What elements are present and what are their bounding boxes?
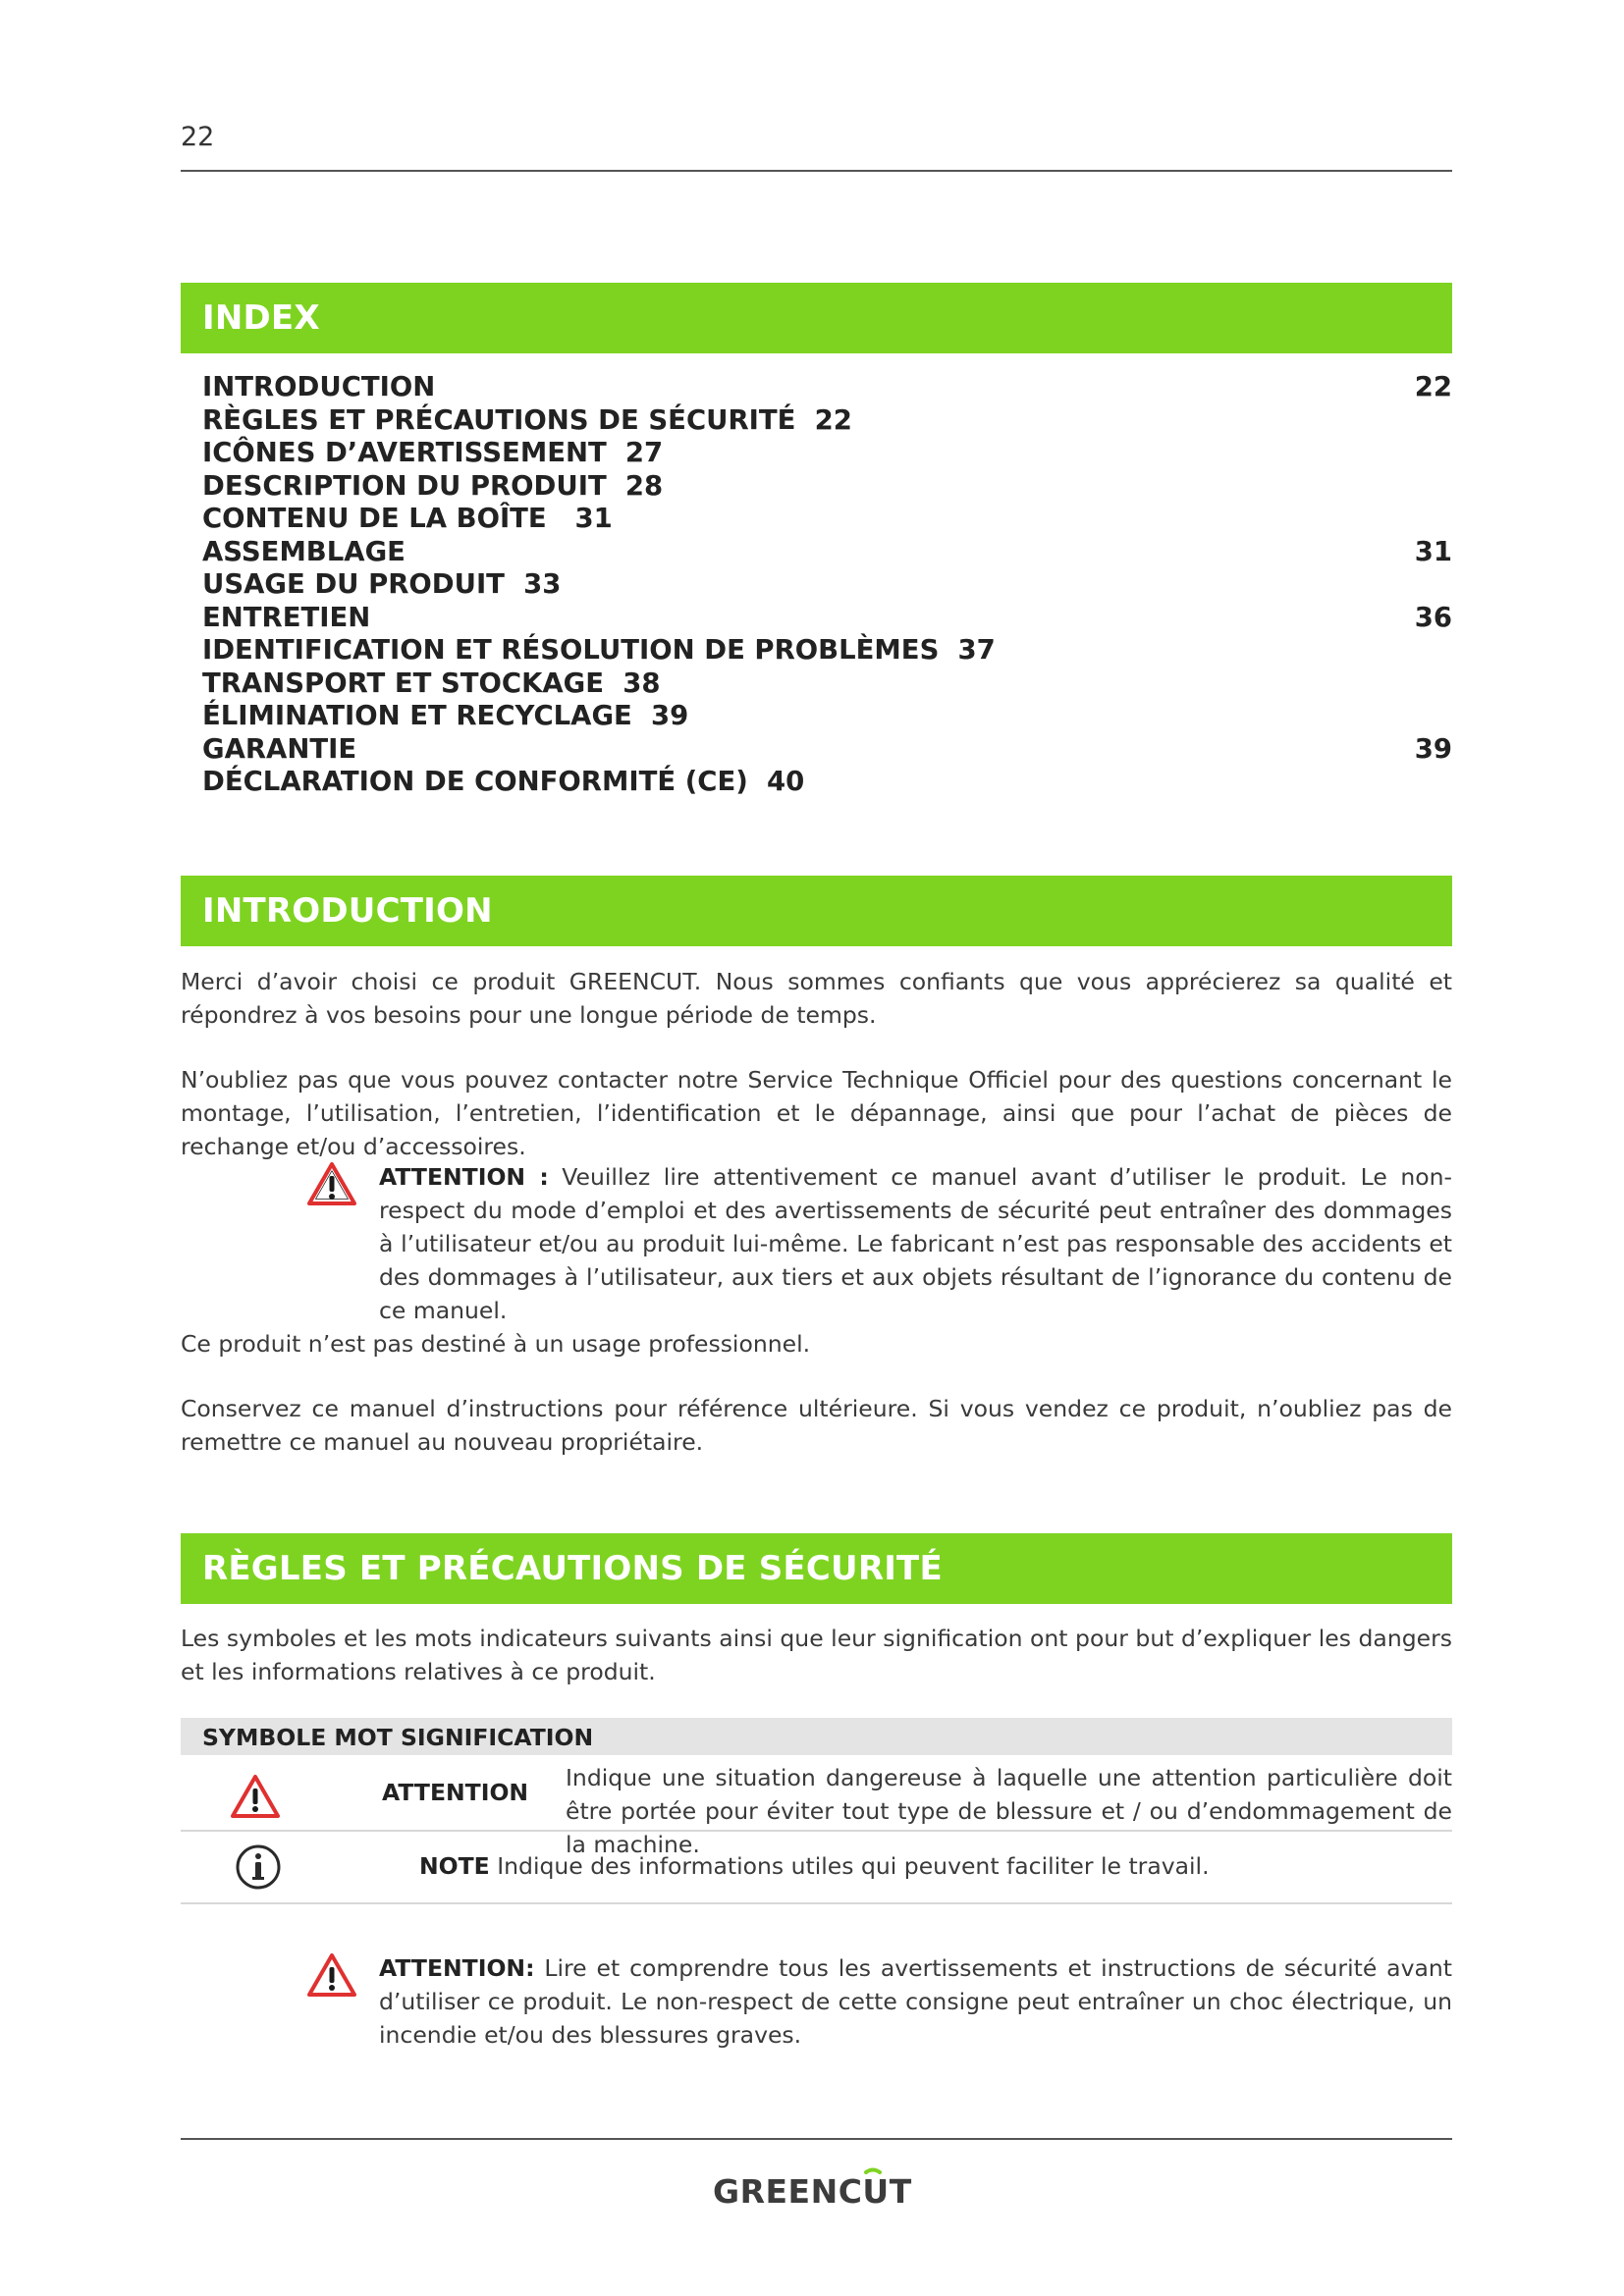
toc-entry-page: 22 — [814, 403, 852, 436]
safety-heading: RÈGLES ET PRÉCAUTIONS DE SÉCURITÉ — [181, 1533, 1452, 1604]
manual-page — [181, 0, 1452, 2296]
toc-entry[interactable] — [202, 404, 1452, 438]
table-row — [181, 1759, 1452, 1858]
toc-entry[interactable] — [202, 667, 1452, 701]
toc-entry-title: USAGE DU PRODUIT — [202, 568, 505, 600]
toc-entry[interactable] — [202, 536, 1452, 569]
toc-entry[interactable] — [202, 503, 1452, 536]
toc-entry-title: ASSEMBLAGE — [202, 535, 406, 567]
warning-triangle-icon — [306, 1160, 357, 1207]
info-circle-icon — [235, 1843, 282, 1891]
toc-entry-page: 37 — [957, 634, 996, 666]
toc-entry-page: 27 — [624, 437, 664, 468]
toc-entry[interactable] — [202, 766, 1452, 799]
toc-entry[interactable] — [202, 437, 1452, 470]
toc-entry-title: ICÔNES D’AVERTISSEMENT — [202, 437, 607, 468]
intro-warning-text — [379, 1160, 1452, 1327]
symbol-word: NOTE — [419, 1852, 490, 1880]
toc-entry-page: 31 — [574, 503, 613, 534]
toc-entry-page: 28 — [624, 469, 664, 502]
introduction-heading: INTRODUCTION — [181, 876, 1452, 946]
toc-entry-page: 40 — [766, 766, 805, 797]
warning-body: Veuillez lire attentivement ce manuel avant d’utiliser le produit. Le non-respect du mode d’emploi et des avertissements de sécurité peut entraîner des dommages à l’utilisateur et/ou au produit lui-même. Le fabricant n’est pas responsable des accidents et des dommages à l’utilisateur, aux tiers et aux objets résultant de l’ignorance du contenu de ce manuel. — [379, 1163, 1452, 1324]
index-heading: INDEX — [181, 283, 1452, 353]
table-row — [181, 1832, 1452, 1904]
warning-label: ATTENTION: — [379, 1954, 535, 1982]
table-of-contents — [202, 371, 1452, 799]
toc-entry[interactable] — [202, 568, 1452, 602]
greencut-logo — [713, 2167, 925, 2213]
toc-entry-title: TRANSPORT ET STOCKAGE — [202, 667, 605, 699]
warning-triangle-icon — [230, 1773, 281, 1820]
toc-entry[interactable] — [202, 371, 1452, 404]
toc-entry[interactable] — [202, 700, 1452, 733]
symbol-meaning: Indique une situation dangereuse à laquelle une attention particulière doit être portée pour éviter tout type de blessure et / ou d’endommagement de la machine. — [566, 1764, 1452, 1858]
header-divider — [181, 170, 1452, 172]
toc-entry-page: 39 — [650, 700, 689, 731]
symbol-table-header: SYMBOLE MOT SIGNIFICATION — [181, 1718, 1452, 1755]
warning-body: Lire et comprendre tous les avertissements et instructions de sécurité avant d’utiliser ce produit. Le non-respect de cette consigne peut entraîner un choc électrique, un incendie et/ou des blessures graves. — [379, 1954, 1452, 2049]
toc-entry[interactable] — [202, 733, 1452, 767]
intro-paragraph-4: Conservez ce manuel d’instructions pour référence ultérieure. Si vous vendez ce produit, n’oubliez pas de remettre ce manuel au nouveau propriétaire. — [181, 1395, 1452, 1456]
toc-entry-title: ENTRETIEN — [202, 601, 371, 633]
toc-entry-title: GARANTIE — [202, 732, 357, 765]
symbol-word: ATTENTION — [382, 1779, 529, 1806]
page-number: 22 — [181, 122, 215, 152]
footer-divider — [181, 2138, 1452, 2140]
intro-paragraph-1: Merci d’avoir choisi ce produit GREENCUT. Nous sommes confiants que vous apprécierez sa qualité et répondrez à vos besoins pour une longue période de temps. — [181, 968, 1452, 1029]
toc-entry[interactable] — [202, 602, 1452, 635]
toc-entry-title: DÉCLARATION DE CONFORMITÉ (CE) — [202, 766, 748, 797]
toc-entry-title: RÈGLES ET PRÉCAUTIONS DE SÉCURITÉ — [202, 403, 796, 436]
toc-entry-title: ÉLIMINATION ET RECYCLAGE — [202, 700, 632, 731]
intro-paragraph-2: N’oubliez pas que vous pouvez contacter notre Service Technique Officiel pour des questions concernant le montage, l’utilisation, l’entretien, l’identification et le dépannage, ainsi que pour l’achat de pièces de rechange et/ou d’accessoires. — [181, 1066, 1452, 1160]
note-row-text — [419, 1849, 1210, 1883]
toc-entry-page: 39 — [1414, 732, 1452, 765]
toc-entry-page: 38 — [623, 667, 661, 699]
toc-entry-page: 33 — [523, 568, 562, 600]
toc-entry-page: 36 — [1414, 601, 1452, 633]
safety-intro: Les symboles et les mots indicateurs suivants ainsi que leur signification ont pour but d’expliquer les dangers et les informations relatives à ce produit. — [181, 1625, 1452, 1685]
toc-entry-title: DESCRIPTION DU PRODUIT — [202, 469, 607, 502]
toc-entry-title: IDENTIFICATION ET RÉSOLUTION DE PROBLÈMES — [202, 634, 940, 666]
safety-warning-text — [379, 1951, 1452, 2052]
symbol-meaning: Indique des informations utiles qui peuvent faciliter le travail. — [489, 1852, 1210, 1880]
toc-entry-page: 22 — [1414, 371, 1452, 402]
toc-entry-title: INTRODUCTION — [202, 371, 436, 402]
toc-entry-page: 31 — [1414, 535, 1452, 567]
toc-entry[interactable] — [202, 470, 1452, 504]
warning-label: ATTENTION : — [379, 1163, 549, 1191]
toc-entry-title: CONTENU DE LA BOÎTE — [202, 503, 547, 534]
toc-entry[interactable] — [202, 634, 1452, 667]
warning-triangle-icon — [306, 1951, 357, 1999]
intro-paragraph-3: Ce produit n’est pas destiné à un usage professionnel. — [181, 1330, 811, 1358]
logo-wordmark: GREENCUT — [713, 2172, 912, 2211]
